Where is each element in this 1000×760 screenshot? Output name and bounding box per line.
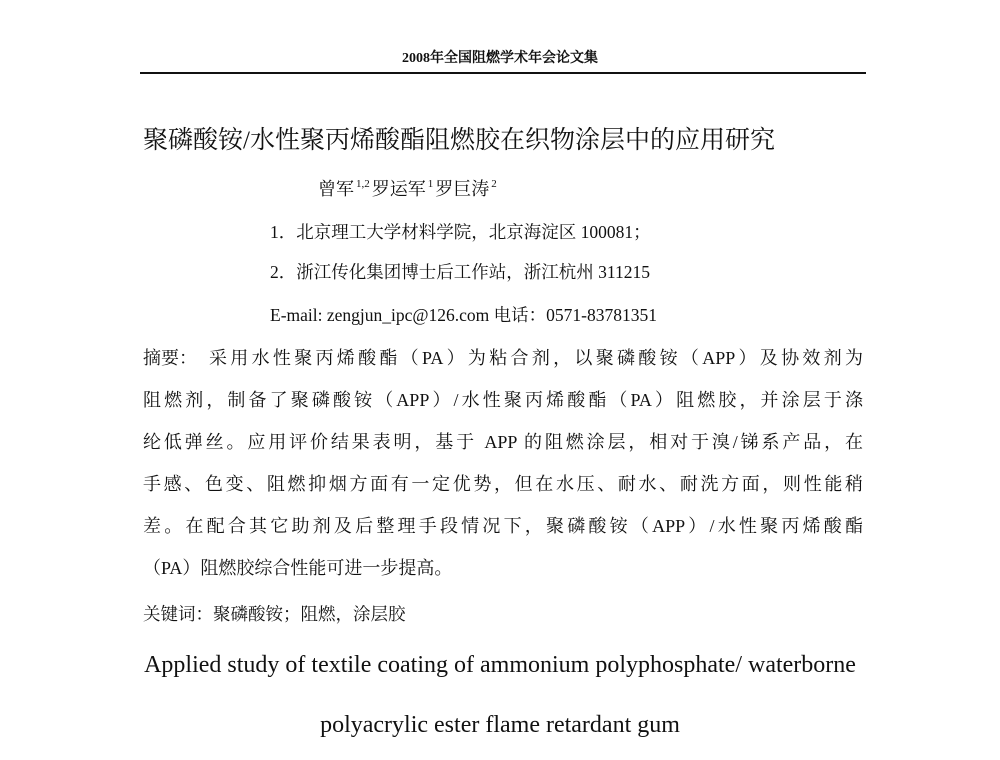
author-affiliation-mark: 1 [427,178,434,190]
abstract-text: 手感、色变、阻燃抑烟方面有一定优势，但在水压、耐水、耐洗方面，则性能稍 [143,474,863,494]
abstract-text: 纶低弹丝。应用评价结果表明，基于 APP 的阻燃涂层，相对于溴/锑系产品，在 [143,432,863,452]
author-affiliation-mark: 2 [491,178,497,190]
author-name: 曾军 [318,179,354,199]
abstract-text: 差。在配合其它助剂及后整理手段情况下，聚磷酸铵（APP）/水性聚丙烯酸酯 [143,516,863,536]
affiliation: 2．浙江传化集团博士后工作站，浙江杭州 311215 [270,262,650,282]
paper-title: 聚磷酸铵/水性聚丙烯酸酯阻燃胶在织物涂层中的应用研究 [143,127,775,154]
affiliation: 1．北京理工大学材料学院，北京海淀区 100081； [270,222,651,242]
abstract-line [143,388,863,412]
running-head: 2008年全国阻燃学术年会论文集 [402,51,598,66]
abstract-text: 采用水性聚丙烯酸酯（PA）为粘合剂，以聚磷酸铵（APP）及协效剂为 [209,348,863,368]
abstract-text: 阻燃剂，制备了聚磷酸铵（APP）/水性聚丙烯酸酯（PA）阻燃胶，并涂层于涤 [143,390,863,410]
abstract-text: （PA）阻燃胶综合性能可进一步提高。 [143,558,453,578]
abstract-line [143,514,863,538]
english-title-line: Applied study of textile coating of ammonium polyphosphate/ waterborne [144,652,856,678]
author-affiliation-mark: 1,2 [356,178,370,190]
keywords: 关键词：聚磷酸铵；阻燃，涂层胶 [143,604,406,624]
author-name: 罗巨涛 [435,179,490,199]
abstract-label: 摘要： [143,348,197,368]
header-rule [140,72,866,74]
abstract-line [143,472,863,496]
abstract-line [143,556,452,580]
author-name: 罗运军 [371,179,426,199]
abstract-line [143,430,863,454]
contact-info: E-mail: zengjun_ipc@126.com 电话：0571-83781351 [270,305,657,325]
abstract-line [143,346,863,370]
author-list [318,175,499,201]
english-title-line: polyacrylic ester flame retardant gum [320,712,680,738]
